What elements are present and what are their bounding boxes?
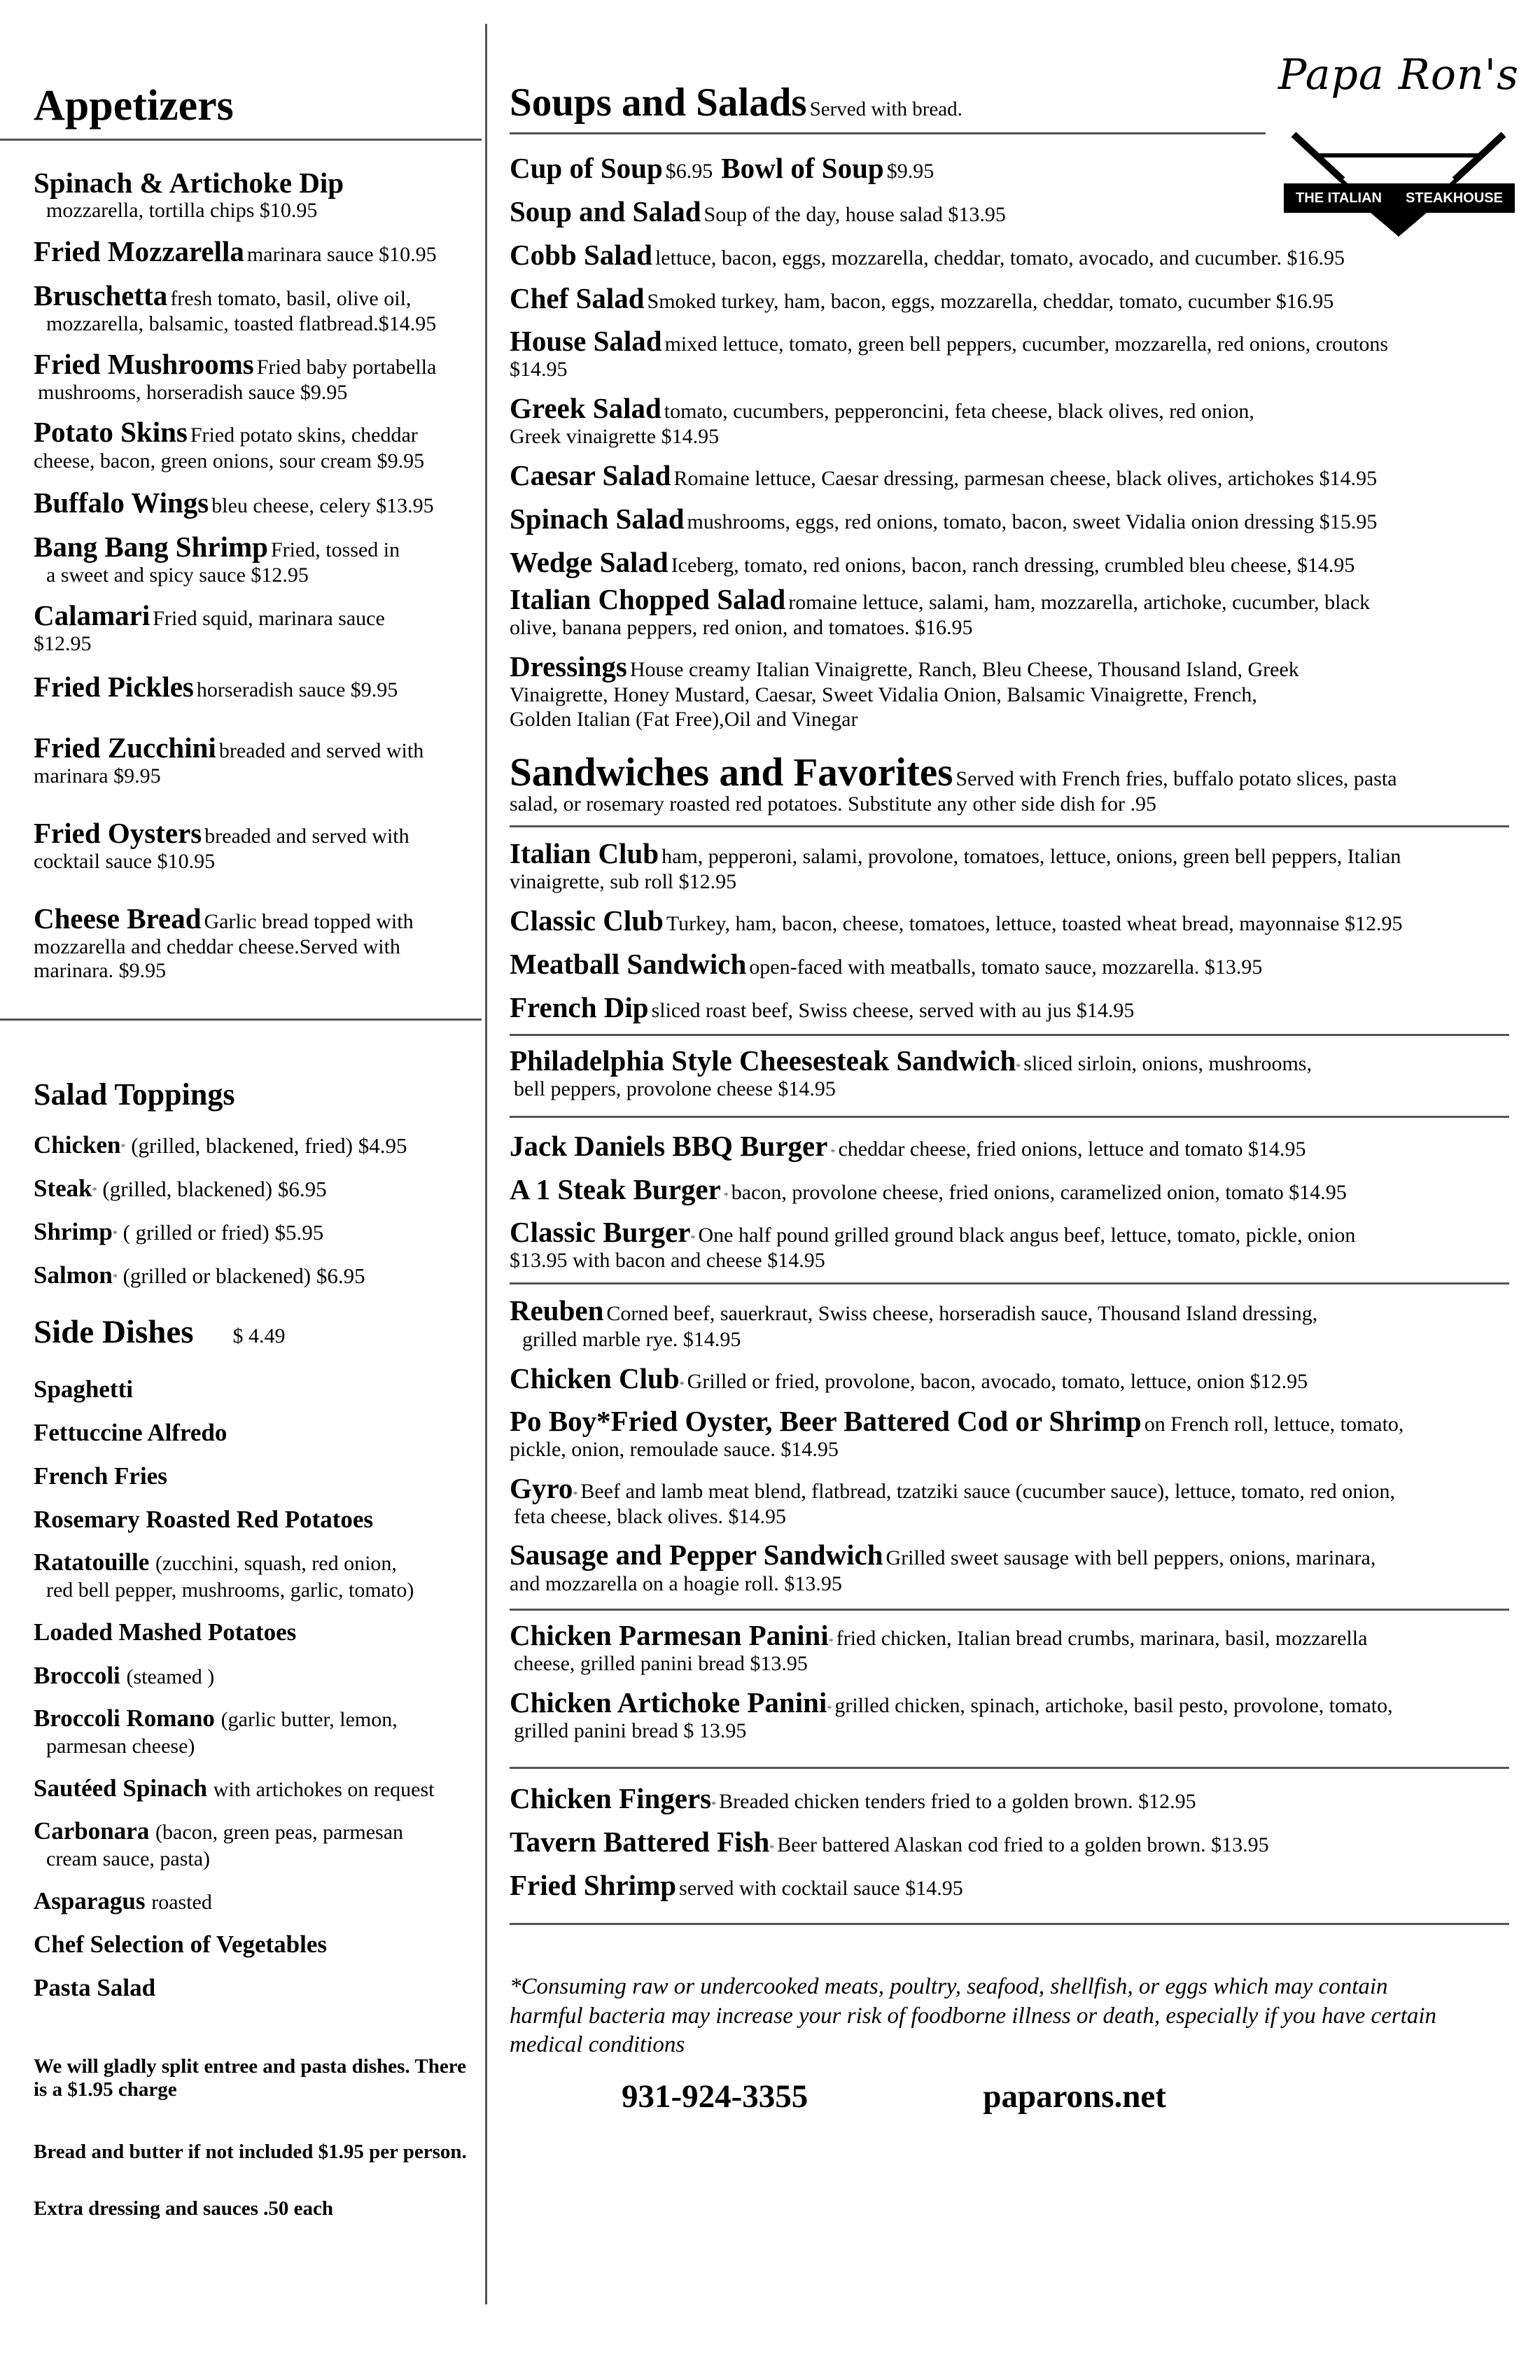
right-column xyxy=(510,76,1511,2115)
menu-item: Classic Burger* One half pound grilled ground black angus beef, lettuce, tomato, pickle, onion $13.95 with bacon and cheese $14.95 xyxy=(510,1215,1356,1272)
soups-subtitle: Served with bread. xyxy=(809,98,962,120)
menu-item: Greek Salad tomato, cucumbers, pepperoncini, feta cheese, black olives, red onion, Greek vinaigrette $14.95 xyxy=(510,391,1254,448)
menu-item: Spinach Salad mushrooms, eggs, red onions, tomato, bacon, sweet Vidalia onion dressing $15.95 xyxy=(510,503,1378,536)
menu-item: Fried Zucchini breaded and served with marinara $9.95 xyxy=(34,732,424,788)
side-item: Loaded Mashed Potatoes xyxy=(34,1618,297,1646)
salad-toppings-heading: Salad Toppings xyxy=(34,1077,235,1112)
sandwiches-group-6 xyxy=(510,1782,1511,1902)
side-item: Broccoli Romano (garlic butter, lemon, parmesan cheese) xyxy=(34,1704,398,1758)
menu-item: Reuben Corned beef, sauerkraut, Swiss cheese, horseradish sauce, Thousand Island dressing, grilled marble rye. $14.95 xyxy=(510,1294,1318,1351)
menu-item: Caesar Salad Romaine lettuce, Caesar dressing, parmesan cheese, black olives, artichokes $14.95 xyxy=(510,459,1378,492)
section-rule xyxy=(510,1034,1509,1036)
side-item: Asparagus roasted xyxy=(34,1886,212,1914)
menu-item: Fried Mushrooms Fried baby portabella mushrooms, horseradish sauce $9.95 xyxy=(34,347,437,404)
column-divider xyxy=(485,24,487,2304)
side-item: Fettuccine Alfredo xyxy=(34,1418,227,1446)
menu-item: Italian Club ham, pepperoni, salami, provolone, tomatoes, lettuce, onions, green bell peppers, Italian vinaigrette, sub roll $12.95 xyxy=(510,836,1401,893)
menu-item: Buffalo Wings bleu cheese, celery $13.95 xyxy=(34,486,434,519)
menu-item: A 1 Steak Burger * bacon, provolone cheese, fried onions, caramelized onion, tomato $14.95 xyxy=(510,1172,1347,1205)
side-item: Sautéed Spinach with artichokes on request xyxy=(34,1774,435,1802)
sandwiches-subtitle-2: salad, or rosemary roasted red potatoes. Substitute any other side dish for .95 xyxy=(510,792,1156,816)
menu-item: Fried Mozzarella marinara sauce $10.95 xyxy=(34,235,437,268)
menu-item: Jack Daniels BBQ Burger * cheddar cheese, fried onions, lettuce and tomato $14.95 xyxy=(510,1129,1306,1162)
side-dishes-price: $ 4.49 xyxy=(232,1324,286,1348)
side-item: Carbonara (bacon, green peas, parmesan cream sauce, pasta) xyxy=(34,1816,404,1871)
sandwiches-heading: Sandwiches and Favorites xyxy=(510,750,953,795)
sandwiches-group-1 xyxy=(510,837,1511,1025)
section-rule xyxy=(510,825,1509,827)
menu-item: Potato Skins Fried potato skins, cheddar cheese, bacon, green onions, sour cream $9.95 xyxy=(34,416,425,472)
side-item: Rosemary Roasted Red Potatoes xyxy=(34,1505,374,1533)
topping-item: Salmon* (grilled or blackened) $6.95 xyxy=(34,1261,365,1289)
menu-item: Po Boy*Fried Oyster, Beer Battered Cod or Shrimp on French roll, lettuce, tomato, pickle, onion, remoulade sauce. $14.95 xyxy=(510,1405,1404,1462)
appetizers-heading: Appetizers xyxy=(34,82,234,130)
menu-item: Gyro* Beef and lamb meat blend, flatbread, tzatziki sauce (cucumber sauce), lettuce, tomato, red onion, feta cheese, black olives. $14.95 xyxy=(510,1471,1396,1528)
menu-item: Fried Pickles horseradish sauce $9.95 xyxy=(34,671,398,704)
salad-toppings-list xyxy=(34,1131,482,1289)
menu-item: Chicken Artichoke Panini* grilled chicken, spinach, artichoke, basil pesto, provolone, tomato, grilled panini bread $ 13.95 xyxy=(510,1686,1393,1742)
soups-salads-list xyxy=(510,151,1511,732)
sandwiches-group-5 xyxy=(510,1619,1511,1743)
sandwiches-subtitle: Served with French fries, buffalo potato slices, pasta xyxy=(955,767,1397,791)
section-rule xyxy=(0,1018,482,1021)
menu-item: Spinach & Artichoke Dip mozzarella, tortilla chips $10.95 xyxy=(34,167,344,223)
appetizers-list xyxy=(34,167,482,983)
topping-item: Steak* (grilled, blackened) $6.95 xyxy=(34,1174,327,1202)
left-column xyxy=(34,76,482,2220)
menu-item: Dressings House creamy Italian Vinaigrette, Ranch, Bleu Cheese, Thousand Island, Greek Vinaigrette, Honey Mustard, Caesar, Sweet Vidalia Onion, Balsamic Vinaigrette, French, Golden Italian (Fat Free),Oil and Vinegar xyxy=(510,650,1299,731)
menu-item: Cobb Salad lettuce, bacon, eggs, mozzarella, cheddar, tomato, avocado, and cucumber. $16.95 xyxy=(510,239,1345,271)
menu-item: Philadelphia Style Cheesesteak Sandwich* sliced sirloin, onions, mushrooms, bell peppers, provolone cheese $14.95 xyxy=(510,1044,1312,1101)
menu-item: French Dip sliced roast beef, Swiss cheese, served with au jus $14.95 xyxy=(510,991,1135,1024)
soups-heading: Soups and Salads xyxy=(510,80,807,125)
side-item: Ratatouille (zucchini, squash, red onion, red bell pepper, mushrooms, garlic, tomato) xyxy=(34,1548,414,1602)
section-rule xyxy=(510,132,1266,134)
contact-row xyxy=(510,2078,1511,2115)
side-dishes-heading: Side Dishes xyxy=(34,1313,194,1350)
menu-item: Fried Shrimp served with cocktail sauce $14.95 xyxy=(510,1869,963,1902)
menu-item: Calamari Fried squid, marinara sauce $12.95 xyxy=(34,598,385,655)
menu-item: Bang Bang Shrimp Fried, tossed in a sweet and spicy sauce $12.95 xyxy=(34,531,400,587)
side-item: Chef Selection of Vegetables xyxy=(34,1930,327,1958)
section-rule xyxy=(0,139,482,141)
side-item: Broccoli (steamed ) xyxy=(34,1661,215,1689)
sandwiches-group-2 xyxy=(510,1044,1511,1102)
dressing-note: Extra dressing and sauces .50 each xyxy=(34,2197,334,2220)
sandwiches-group-4 xyxy=(510,1294,1511,1596)
menu-item: Fried Oysters breaded and served with cocktail sauce $10.95 xyxy=(34,816,410,874)
split-note: We will gladly split entree and pasta dishes. There is a $1.95 charge xyxy=(34,2054,466,2101)
section-rule xyxy=(510,1923,1509,1925)
menu-item: Meatball Sandwich open-faced with meatballs, tomato sauce, mozzarella. $13.95 xyxy=(510,948,1263,981)
menu-item: Classic Club Turkey, ham, bacon, cheese, tomatoes, lettuce, toasted wheat bread, mayonnaise $12.95 xyxy=(510,904,1403,937)
menu-item: Sausage and Pepper Sandwich Grilled sweet sausage with bell peppers, onions, marinara, and mozzarella on a hoagie roll. $13.95 xyxy=(510,1539,1376,1595)
menu-item: Bruschetta fresh tomato, basil, olive oil, mozzarella, balsamic, toasted flatbread.$14.95 xyxy=(34,279,437,336)
menu-item: Chicken Club* Grilled or fried, provolone, bacon, avocado, tomato, lettuce, onion $12.95 xyxy=(510,1362,1308,1395)
side-dishes-header xyxy=(34,1313,482,1350)
menu-item: Chicken Fingers* Breaded chicken tenders fried to a golden brown. $12.95 xyxy=(510,1782,1196,1815)
menu-item: Wedge Salad Iceberg, tomato, red onions, bacon, ranch dressing, crumbled bleu cheese, $14.95 xyxy=(510,546,1355,579)
menu-item: Cup of Soup $6.95 Bowl of Soup $9.95 xyxy=(510,152,934,184)
website: paparons.net xyxy=(983,2078,1166,2115)
topping-item: Shrimp* ( grilled or fried) $5.95 xyxy=(34,1217,324,1245)
phone-number: 931-924-3355 xyxy=(622,2078,808,2115)
side-item: French Fries xyxy=(34,1462,167,1490)
food-safety-disclaimer: *Consuming raw or undercooked meats, poultry, seafood, shellfish, or eggs which may contain harmful bacteria may increase your risk of foodborne illness or death, especially if you have certain medical conditions xyxy=(510,1974,1437,2057)
menu-item: Italian Chopped Salad romaine lettuce, salami, ham, mozzarella, artichoke, cucumber, black olive, banana peppers, red onion, and tomatoes. $16.95 xyxy=(510,583,1371,640)
logo-tagline: THE ITALIAN STEAKHOUSE xyxy=(1284,183,1515,213)
side-item: Spaghetti xyxy=(34,1375,133,1403)
section-rule xyxy=(510,1116,1509,1118)
logo-name: Papa Ron's xyxy=(1278,50,1519,99)
menu-item: Soup and Salad Soup of the day, house salad $13.95 xyxy=(510,195,1006,227)
topping-item: Chicken* (grilled, blackened, fried) $4.95 xyxy=(34,1130,407,1158)
menu-item: Tavern Battered Fish* Beer battered Alaskan cod fried to a golden brown. $13.95 xyxy=(510,1826,1269,1858)
sandwiches-group-3 xyxy=(510,1129,1511,1273)
side-dishes-list xyxy=(34,1376,482,2002)
section-rule xyxy=(510,1609,1509,1611)
section-rule xyxy=(510,1767,1509,1769)
soups-heading-row xyxy=(510,80,1511,125)
menu-item: Cheese Bread Garlic bread topped with mozzarella and cheddar cheese.Served with marinara. $9.95 xyxy=(34,902,414,983)
section-rule xyxy=(510,1282,1509,1284)
sandwiches-heading-row xyxy=(510,752,1511,817)
menu-item: Chicken Parmesan Panini* fried chicken, Italian bread crumbs, marinara, basil, mozzarella cheese, grilled panini bread $13.95 xyxy=(510,1619,1368,1676)
bread-note: Bread and butter if not included $1.95 per person. xyxy=(34,2140,467,2163)
menu-item: Chef Salad Smoked turkey, ham, bacon, eggs, mozzarella, cheddar, tomato, cucumber $16.95 xyxy=(510,282,1334,314)
side-item: Pasta Salad xyxy=(34,1973,156,2001)
menu-item: House Salad mixed lettuce, tomato, green bell peppers, cucumber, mozzarella, red onions, croutons $14.95 xyxy=(510,325,1389,382)
